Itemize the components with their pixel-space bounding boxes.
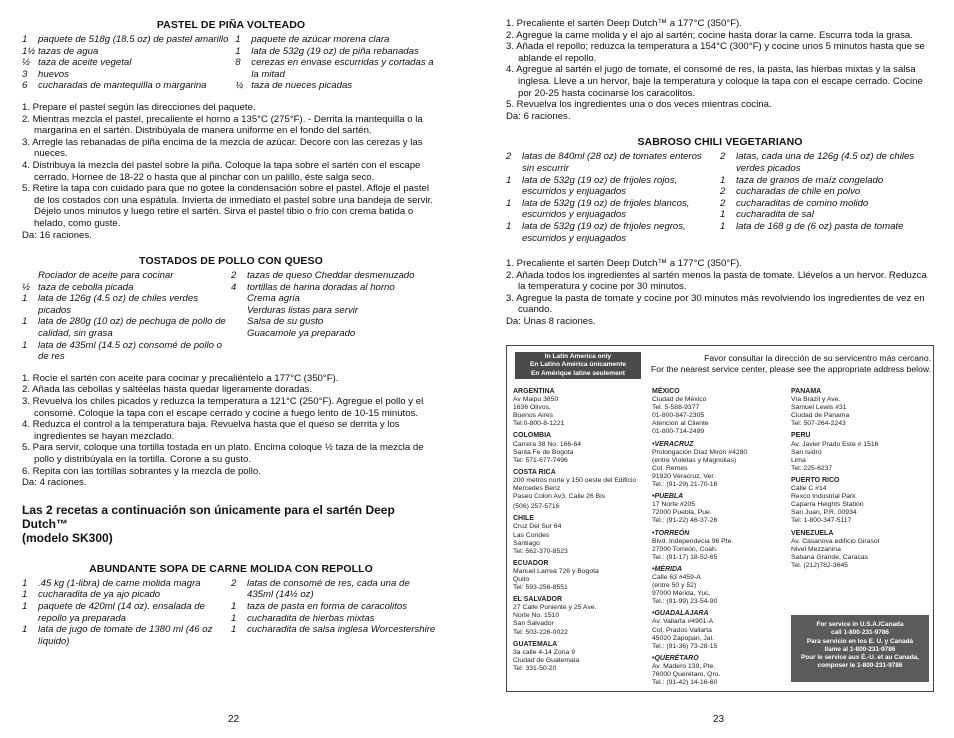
ingredient-text: lata de 126g (4.5 oz) de chiles verdes picados bbox=[38, 293, 198, 316]
ingredient-text: Salsa de su gusto bbox=[247, 316, 324, 328]
address-line: Tel: 571-677-7496 bbox=[513, 456, 568, 464]
steps-chili bbox=[506, 258, 934, 316]
step-item: 3. Arregle las rebanadas de piña encima de la mezcla de azúcar. Decore con las cerezas y las nueces. bbox=[22, 136, 423, 160]
ingredient-item bbox=[235, 57, 440, 80]
recipe-title-tostados: TOSTADOS DE POLLO CON QUESO bbox=[139, 255, 323, 268]
step-item: 5. Para servir, coloque una tortilla tostada en un plato. Encima coloque ½ taza de la mezcla de pollo y distribúyala en la tortilla. Corone a su gusto. bbox=[22, 442, 424, 465]
ingredient-item bbox=[22, 46, 235, 58]
ingredient-item bbox=[506, 151, 720, 174]
country-heading: PUERTO RICO bbox=[791, 476, 840, 484]
ingredient-quantity: 1 bbox=[506, 197, 512, 209]
address-line: Av. Madero 139, Pte. bbox=[652, 662, 716, 670]
address-line: 01-800-714-2499 bbox=[652, 428, 705, 436]
ingredient-quantity: 2 bbox=[231, 270, 237, 282]
address-line: San Isidro bbox=[791, 448, 822, 456]
ingredient-quantity: 1 bbox=[506, 174, 512, 186]
deep-dutch-note bbox=[22, 503, 440, 545]
ingredient-item bbox=[231, 282, 440, 294]
ingredient-text: huevos bbox=[38, 68, 69, 80]
ingredient-quantity: 2 bbox=[231, 577, 237, 589]
address-line: Vía Brazil y Ave. bbox=[791, 396, 841, 404]
ingredient-item bbox=[231, 578, 440, 601]
ingredients-column-left bbox=[22, 270, 231, 363]
ingredient-quantity: 1 bbox=[22, 339, 28, 351]
address-line: Tel: 225-6237 bbox=[791, 464, 833, 472]
step-item: 5. Revuelva los ingredientes una o dos veces mientras cocina. bbox=[506, 99, 772, 111]
ingredient-quantity: 1 bbox=[22, 624, 28, 636]
address-line: Calle C #14 bbox=[791, 485, 827, 493]
step-item: 5. Retire la tapa con cuidado para que no gotee la condensación sobre el pastel. Afloje el pastel de los costados con una espátula. Invierta de inmediato el pastel sobre una bandeja de servir. Déjelo unos minutos y luego retire el sartén. Sirva el pastel tibio o frío con crema batida o helado, como guste. bbox=[22, 183, 433, 229]
address-line: Tel: 562-370-8523 bbox=[513, 547, 568, 555]
address-line: Samuel Lewis #31 bbox=[791, 404, 847, 412]
ingredient-item bbox=[22, 34, 235, 46]
address-line: Blvd. Independecia 96 Pte. bbox=[652, 537, 734, 545]
lat-line: En Amérique latine seulement bbox=[531, 369, 625, 377]
ingredients-pastel bbox=[22, 34, 440, 92]
address-line: Tel.: (91-29) 21-70-16 bbox=[652, 481, 718, 489]
ingredient-text: paquete de azúcar morena clara bbox=[251, 34, 390, 45]
ingredient-text: lata de 532g (19 oz) de frijoles rojos, escurridos y enjuagados bbox=[522, 174, 678, 198]
address-column-1 bbox=[513, 388, 636, 673]
address-line: Ciudad de Guatemala bbox=[513, 656, 580, 664]
step-item: 1. Prepare el pastel según las direcciones del paquete. bbox=[22, 101, 256, 113]
address-line: 91920 Veracruz, Ver. bbox=[652, 472, 716, 480]
address-line: San Juan, P.R. 00934 bbox=[791, 509, 857, 517]
address-line: 1636 Olivos, bbox=[513, 404, 551, 412]
address-line: Norte No. 1510 bbox=[513, 612, 560, 620]
city-heading: •QUERÉTARO bbox=[652, 654, 699, 662]
right-page bbox=[506, 6, 934, 328]
address-line: Manuel Larrea 726 y Bogota bbox=[513, 567, 599, 575]
ingredient-text: tazas de queso Cheddar desmenuzado bbox=[247, 270, 415, 282]
recipe-title-sopa: ABUNDANTE SOPA DE CARNE MOLIDA CON REPOLLO bbox=[89, 562, 373, 575]
us-canada-service-label bbox=[791, 615, 929, 682]
address-line: Buenos Aires bbox=[513, 412, 554, 420]
city-heading: •VERACRUZ bbox=[652, 440, 694, 448]
ingredient-text: cucharadita de hierbas mixtas bbox=[247, 612, 375, 624]
steps-tostados bbox=[22, 373, 440, 477]
ingredient-text: tortillas de harina doradas al horno bbox=[247, 281, 395, 293]
ingredient-item bbox=[22, 316, 231, 339]
ingredient-item bbox=[22, 57, 235, 69]
us-line: Para servicio en los E. U. y Canadá bbox=[806, 637, 914, 645]
yield-pastel: Da: 16 raciones. bbox=[22, 229, 92, 241]
ingredient-item bbox=[22, 282, 231, 294]
ingredient-quantity: 1 bbox=[231, 612, 237, 624]
step-item: 2. Añada las cebollas y saltéelas hasta quedar ligeramente doradas. bbox=[22, 384, 313, 396]
ingredient-quantity: 2 bbox=[720, 151, 726, 163]
latin-america-label bbox=[515, 352, 641, 379]
ingredient-item bbox=[231, 613, 440, 625]
ingredient-text: lata de 532g (19 oz) de piña rebanadas bbox=[251, 45, 419, 57]
address-line: Tel: 1-800-347-5117 bbox=[791, 517, 852, 525]
ingredient-text: latas de 840ml (28 oz) de tomates enteros sin escurrir bbox=[522, 151, 702, 174]
ingredients-column-left bbox=[506, 151, 720, 244]
recipe-title-pastel: PASTEL DE PIÑA VOLTEADO bbox=[156, 19, 306, 31]
address-line: 72000 Puebla, Pue. bbox=[652, 509, 712, 517]
ingredient-quantity: ½ bbox=[22, 281, 31, 293]
ingredient-item bbox=[231, 601, 440, 613]
address-line: Tel: 593-256-8551 bbox=[513, 584, 568, 592]
ingredient-quantity: 1 bbox=[22, 589, 28, 601]
ingredient-text: cerezas en envase escurridas y cortadas a la mitad bbox=[251, 57, 434, 80]
ingredients-column-right bbox=[235, 34, 440, 92]
ingredient-quantity: 1 bbox=[22, 577, 28, 589]
address-line: Av. Casanova edificio Girasol bbox=[791, 537, 880, 545]
ingredient-text: Rociador de aceite para cocinar bbox=[38, 270, 174, 282]
address-line: (entre 50 y 52) bbox=[652, 582, 697, 590]
ingredient-text: lata de jugo de tomate de 1380 ml (46 oz líquido) bbox=[38, 624, 213, 647]
ingredient-quantity: 1 bbox=[231, 624, 237, 636]
service-center-box bbox=[506, 345, 934, 692]
ingredient-quantity bbox=[231, 305, 247, 317]
ingredient-text: Guacamole ya preparado bbox=[247, 328, 356, 340]
ingredient-text: .45 kg (1-libra) de carne molida magra bbox=[38, 577, 201, 589]
address-line: Atencion al Cliente bbox=[652, 420, 709, 428]
ingredient-item bbox=[506, 175, 720, 198]
us-line: call 1-800-231-9786 bbox=[831, 629, 889, 637]
ingredient-text: lata de 435ml (14.5 oz) consomé de pollo o de res bbox=[38, 339, 222, 363]
ingredient-text: lata de 280g (10 oz) de pechuga de pollo de calidad, sin grasa bbox=[38, 316, 226, 340]
ingredient-text: cucharadita de ya ajo picado bbox=[38, 589, 161, 601]
ingredient-quantity: 1 bbox=[506, 220, 512, 232]
step-item: 1. Rocíe el sartén con aceite para cocinar y precaliéntelo a 177°C (350°F). bbox=[22, 372, 339, 384]
address-line: Col. Prados Vallarta bbox=[652, 626, 712, 634]
ingredient-item bbox=[22, 293, 231, 316]
country-heading: ECUADOR bbox=[513, 559, 549, 567]
ingredient-item bbox=[22, 340, 231, 363]
ingredient-text: tazas de agua bbox=[38, 45, 99, 57]
ingredient-quantity: 1 bbox=[720, 220, 726, 232]
ingredient-quantity: 1 bbox=[235, 45, 241, 57]
ingredient-text: cucharaditas de comino molido bbox=[736, 197, 869, 209]
ingredient-quantity: 4 bbox=[231, 281, 237, 293]
us-line: For service in U.S.A./Canada bbox=[816, 621, 904, 628]
ingredients-column-right bbox=[231, 578, 440, 648]
city-heading: •GUADALAJARA bbox=[652, 610, 709, 618]
address-line: Nivel Mezzanina bbox=[791, 545, 841, 553]
service-message-en: For the nearest service center, please see the appropriate address below. bbox=[651, 363, 931, 374]
address-line: Cruz Del Sur 64 bbox=[513, 523, 562, 531]
ingredient-quantity: 1 bbox=[720, 209, 726, 221]
ingredient-item bbox=[720, 221, 934, 233]
ingredient-quantity bbox=[231, 328, 247, 340]
address-line: Tel: 503-226-0022 bbox=[513, 628, 568, 636]
ingredient-quantity: 1 bbox=[22, 34, 28, 45]
ingredient-quantity bbox=[231, 316, 247, 328]
address-line: Tel: 331-50-20 bbox=[513, 664, 557, 672]
service-message bbox=[647, 353, 931, 374]
ingredient-item bbox=[720, 198, 934, 210]
address-line: Tel: 507-264-2243 bbox=[791, 420, 846, 428]
ingredient-text: taza de aceite vegetal bbox=[38, 57, 132, 69]
ingredients-column-right bbox=[720, 151, 934, 244]
address-line: 200 metros norte y 150 oeste del Edificio bbox=[513, 476, 637, 484]
ingredient-item bbox=[235, 80, 440, 92]
ingredient-quantity: 6 bbox=[22, 80, 28, 92]
lat-line: En Latino América únicamente bbox=[529, 361, 627, 369]
yield-tostados: Da: 4 raciones. bbox=[22, 477, 87, 489]
address-line: (506) 257-5716 bbox=[513, 503, 560, 511]
address-line: 27 Calle Poniente y 25 Ave. bbox=[513, 604, 597, 612]
ingredient-item bbox=[22, 601, 231, 624]
yield-sopa: Da: 6 raciones. bbox=[506, 110, 571, 122]
ingredient-item bbox=[22, 624, 231, 647]
ingredient-item bbox=[235, 46, 440, 58]
step-item: 2. Mientras mezcla el pastel, precaliente el horno a 135°C (275°F). - Derrita la mantequilla o la margarina en el sartén. Distribúyala de manera uniforme en el fondo del sartén. bbox=[22, 113, 423, 137]
ingredient-item bbox=[231, 305, 440, 317]
ingredient-quantity: 1 bbox=[720, 174, 726, 186]
city-heading: •MÉRIDA bbox=[652, 565, 683, 573]
ingredient-quantity: 1½ bbox=[22, 45, 36, 57]
ingredient-item bbox=[231, 624, 440, 636]
ingredient-item bbox=[231, 270, 440, 282]
ingredient-item bbox=[231, 316, 440, 328]
step-item: 3. Revuelva los chiles picados y reduzca la temperatura a 121°C (250°F). Agregue el pollo y el consomé. Coloque la tapa con el escape cerrado y cocine a fuego lento de 10-15 minutos. bbox=[22, 396, 424, 419]
country-heading: ARGENTINA bbox=[513, 388, 555, 395]
us-line: composer le 1-800-231-9786 bbox=[817, 662, 903, 670]
address-line: Tel. (212)782-3645 bbox=[791, 561, 849, 569]
ingredients-column-left bbox=[22, 34, 235, 92]
ingredient-item bbox=[22, 270, 231, 282]
ingredient-item bbox=[22, 578, 231, 590]
address-line: Calle 63 #459-A bbox=[652, 573, 701, 581]
step-item: 3. Agregue la pasta de tomate y cocine por 30 minutos más revolviendo los ingredientes de vez en cuando. bbox=[506, 292, 925, 316]
address-line: 76000 Querétaro, Qro. bbox=[652, 671, 721, 678]
ingredient-quantity: 2 bbox=[720, 186, 726, 198]
ingredient-quantity: 1 bbox=[22, 316, 28, 328]
address-line: 3a calle 4-14 Zona 9 bbox=[513, 648, 575, 656]
ingredient-text: cucharadita de sal bbox=[736, 209, 814, 221]
address-line: Lima bbox=[791, 456, 806, 464]
ingredient-text: cucharadas de chile en polvo bbox=[736, 186, 861, 198]
steps-pastel bbox=[22, 102, 440, 230]
address-line: 45020 Zapopan, Jal. bbox=[652, 634, 714, 642]
ingredient-item bbox=[22, 80, 235, 92]
ingredient-text: taza de nueces picadas bbox=[251, 80, 353, 92]
ingredient-text: cucharadita de salsa inglesa Worcestershire bbox=[247, 624, 436, 636]
address-line: Tel.: (91-36) 73-28-15 bbox=[652, 642, 718, 650]
country-heading: MÉXICO bbox=[652, 388, 680, 395]
address-column-3 bbox=[791, 388, 879, 570]
address-line: Tel. 5-588-9377 bbox=[652, 404, 700, 412]
ingredient-item bbox=[506, 198, 720, 221]
address-line: Mercedes Benz bbox=[513, 485, 561, 493]
ingredient-item bbox=[720, 151, 934, 174]
address-line: Tel:0-800-8-1221 bbox=[513, 420, 565, 428]
ingredient-text: lata de 532g (19 oz) de frijoles negros, escurridos y enjuagados bbox=[522, 220, 686, 244]
ingredient-item bbox=[506, 221, 720, 244]
step-item: 4. Reduzca el control a la temperatura baja. Revuelva hasta que el queso se derrita y los ingredientes se hayan mezclado. bbox=[22, 419, 400, 442]
step-item: 1. Precaliente el sartén Deep Dutch™ a 177°C (350°F). bbox=[506, 18, 742, 29]
ingredient-item bbox=[235, 34, 440, 46]
address-column-2 bbox=[652, 388, 747, 687]
ingredient-text: Verduras listas para servir bbox=[247, 304, 359, 316]
address-line: San Salvador bbox=[513, 620, 554, 628]
step-item: 1. Precaliente el sartén Deep Dutch™ a 177°C (350°F). bbox=[506, 258, 742, 270]
ingredient-quantity: 2 bbox=[506, 151, 512, 163]
address-line: Ciudad de México bbox=[652, 396, 707, 404]
ingredient-quantity: 1 bbox=[235, 34, 241, 45]
address-line: 17 Norte #205 bbox=[652, 501, 696, 509]
ingredients-column-right bbox=[231, 270, 440, 363]
page-number-right: 23 bbox=[713, 714, 725, 725]
address-line: Carrera 38 No. 166-64 bbox=[513, 440, 582, 448]
ingredient-text: taza de granos de maíz congelado bbox=[736, 174, 884, 186]
address-line: Las Condes bbox=[513, 531, 550, 539]
address-line: Ciudad de Panama bbox=[791, 412, 850, 420]
country-heading: EL SALVADOR bbox=[513, 596, 563, 604]
address-line: Av. Vallarta #4901-A bbox=[652, 618, 714, 626]
address-line: Av Maipu 3850 bbox=[513, 396, 559, 404]
country-heading: VENEZUELA bbox=[791, 529, 834, 537]
ingredients-column-left bbox=[22, 578, 231, 648]
step-item: 3. Añada el repollo; reduzca la temperatura a 154°C (300°F) y cocine unos 5 minutos hasta que se ablande el repollo. bbox=[506, 41, 925, 64]
ingredient-quantity: 3 bbox=[22, 68, 28, 80]
address-line: Col. Remes bbox=[652, 464, 688, 472]
lat-line: In Latin America only bbox=[544, 353, 612, 360]
country-heading: COSTA RICA bbox=[513, 468, 556, 476]
address-line: Rexco Industrial Park bbox=[791, 493, 856, 501]
note-line-1: Las 2 recetas a continuación son únicamente para el sartén Deep Dutch™ bbox=[22, 502, 395, 531]
page-number-left: 22 bbox=[228, 714, 240, 725]
address-line: Tel.: (91-99) 23-54-90 bbox=[652, 598, 718, 606]
country-heading: CHILE bbox=[513, 515, 534, 523]
address-line: (entre Violetas y Magnolias) bbox=[652, 456, 737, 464]
city-heading: •TORREÓN bbox=[652, 529, 690, 537]
ingredient-text: taza de cebolla picada bbox=[38, 281, 134, 293]
ingredient-quantity bbox=[22, 270, 38, 282]
address-line: Quito bbox=[513, 575, 530, 583]
us-line: llame al 1-800-231-9786 bbox=[824, 645, 896, 653]
ingredient-quantity: 2 bbox=[720, 197, 726, 209]
country-heading: GUATEMALA bbox=[513, 640, 558, 648]
ingredient-item bbox=[720, 175, 934, 187]
us-line: Pour le service aux É.-U. et au Canada, bbox=[801, 654, 919, 662]
country-heading: COLOMBIA bbox=[513, 432, 552, 440]
ingredient-text: paquete de 420ml (14 oz). ensalada de repollo ya preparada bbox=[38, 600, 205, 624]
ingredient-item bbox=[231, 328, 440, 340]
address-line: Sabana Grande, Caracas bbox=[791, 553, 869, 561]
ingredient-quantity: 1 bbox=[231, 600, 237, 612]
ingredient-text: lata de 168 g de (6 oz) pasta de tomate bbox=[736, 220, 904, 232]
ingredients-chili bbox=[506, 151, 934, 244]
step-item: 4. Agregue al sartén el jugo de tomate, el consomé de res, la pasta, las hierbas mixtas y la salsa inglesa. Lleve a un hervor, baje la temperatura y coloque la tapa con el escape cerrado. Cocine por 20-25 hasta cocinarse los caracolitos. bbox=[506, 64, 923, 99]
ingredients-sopa bbox=[22, 578, 440, 648]
ingredient-quantity: 8 bbox=[235, 57, 241, 69]
ingredient-text: Crema agria bbox=[247, 293, 300, 305]
ingredient-text: taza de pasta en forma de caracolitos bbox=[247, 600, 407, 612]
ingredient-item bbox=[22, 69, 235, 81]
address-line: Av. Javier Prado Este # 1516 bbox=[791, 440, 879, 448]
ingredient-text: lata de 532g (19 oz) de frijoles blancos, escurridos y enjuagados bbox=[522, 197, 690, 221]
ingredient-text: paquete de 518g (18.5 oz) de pastel amarillo bbox=[38, 34, 229, 45]
city-heading: •PUEBLA bbox=[652, 493, 684, 501]
step-item: 2. Agregue la carne molida y el ajo al sartén; cocine hasta dorar la carne. Escurra toda la grasa. bbox=[506, 29, 913, 41]
address-line: Tel.: (91-17) 18-52-65 bbox=[652, 553, 718, 561]
country-heading: PERU bbox=[791, 432, 811, 440]
steps-sopa bbox=[506, 18, 934, 111]
ingredient-text: latas de consomé de res, cada una de 435ml (14½ oz) bbox=[247, 577, 410, 601]
address-line: Santiago bbox=[513, 539, 540, 547]
ingredient-item bbox=[231, 293, 440, 305]
ingredient-item bbox=[720, 186, 934, 198]
step-item: 4. Distribuya la mezcla del pastel sobre la piña. Coloque la tapa sobre el sartén con el escape cerrado. Hornee de 18-22 o hasta que al pinchar con un palillo, éste salga seco. bbox=[22, 159, 421, 183]
yield-chili: Da: Unas 8 raciones. bbox=[506, 316, 596, 328]
ingredient-quantity: ½ bbox=[22, 57, 31, 69]
ingredient-quantity: ¼ bbox=[235, 80, 244, 92]
ingredient-quantity: 1 bbox=[22, 293, 28, 305]
ingredient-quantity bbox=[231, 293, 247, 305]
address-line: 97000 Mérida, Yuc. bbox=[652, 590, 711, 598]
step-item: 2. Añada todos los ingredientes al sartén menos la pasta de tomate. Llévelos a un hervor. Reduzca la temperatura y cocine por 30 minutos. bbox=[506, 269, 927, 293]
address-line: Paseo Colon Av3, Calle 26 Bis bbox=[513, 493, 606, 501]
ingredient-item bbox=[22, 589, 231, 601]
service-message-es: Favor consultar la dirección de su servicentro más cercano. bbox=[704, 353, 931, 363]
address-line: 27000 Torreón, Coah. bbox=[652, 545, 718, 553]
country-heading: PANAMA bbox=[791, 388, 822, 395]
address-line: Caparra Heights Station bbox=[791, 501, 864, 509]
ingredients-tostados bbox=[22, 270, 440, 363]
ingredient-item bbox=[720, 209, 934, 221]
note-line-2: (modelo SK300) bbox=[22, 530, 113, 545]
address-line: Prolongación Díaz Mirón #4280 bbox=[652, 448, 748, 456]
ingredient-quantity: 1 bbox=[22, 600, 28, 612]
step-item: 6. Repita con las tortillas sobrantes y la mezcla de pollo. bbox=[22, 465, 261, 477]
address-line: Santa Fe de Bogota bbox=[513, 448, 574, 456]
recipe-title-chili: SABROSO CHILI VEGETARIANO bbox=[637, 136, 803, 149]
address-line: 01-800-847-2305 bbox=[652, 412, 705, 420]
left-page bbox=[22, 14, 440, 647]
address-line: Tel.: (91-22) 46-37-26 bbox=[652, 517, 718, 525]
ingredient-text: cucharadas de mantequilla o margarina bbox=[38, 80, 207, 92]
ingredient-text: latas, cada una de 126g (4.5 oz) de chiles verdes picados bbox=[736, 151, 915, 174]
address-line: Tel.: (91-42) 14-16-60 bbox=[652, 679, 718, 687]
